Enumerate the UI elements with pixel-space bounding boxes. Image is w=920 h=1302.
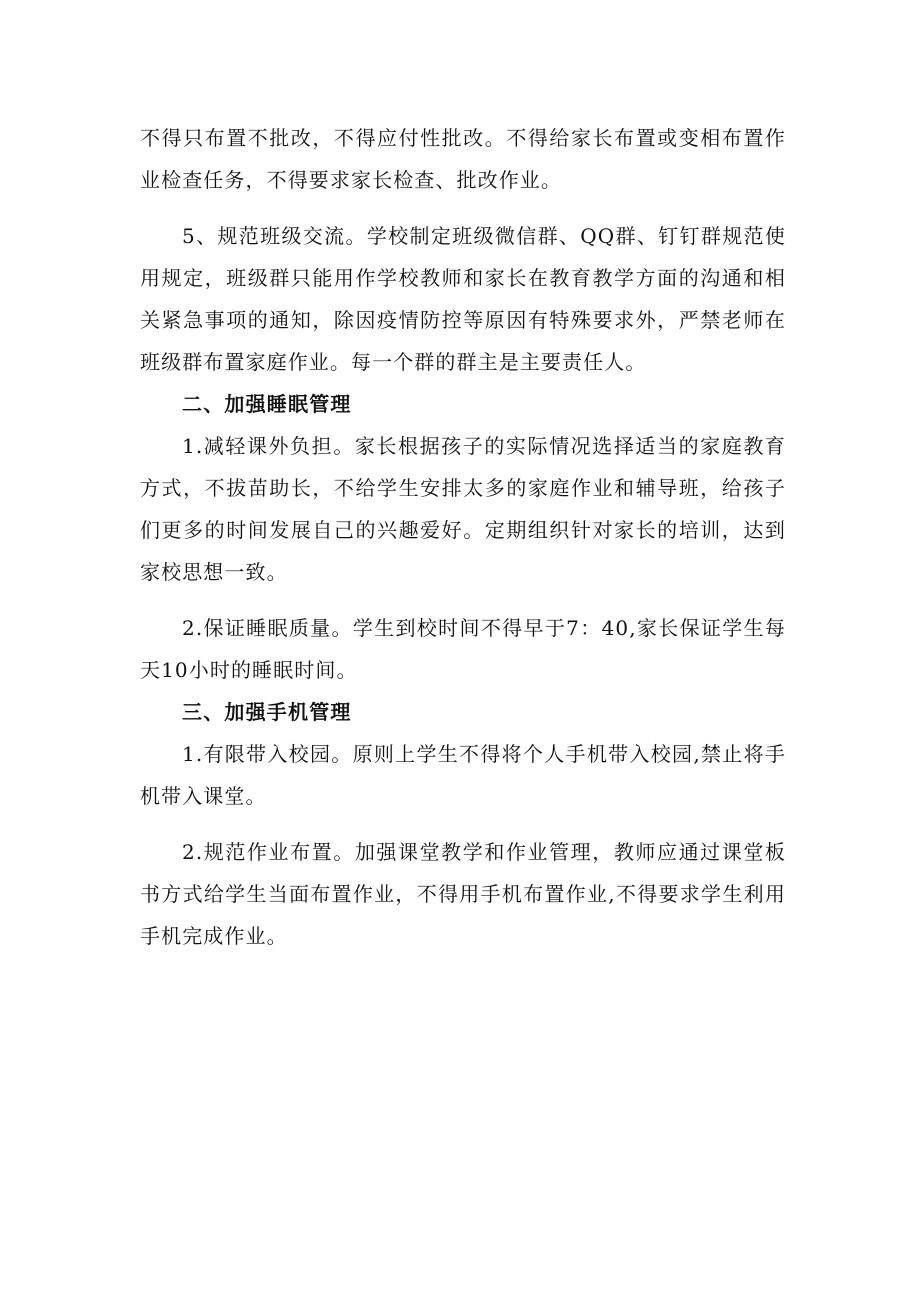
- paragraph-homework-assignment: 2.规范作业布置。加强课堂教学和作业管理，教师应通过课堂板书方式给学生当面布置作业，不得用手机布置作业,不得要求学生利用手机完成作业。: [140, 840, 786, 948]
- paragraph-reduce-burden: 1.减轻课外负担。家长根据孩子的实际情况选择适当的家庭教育方式，不拔苗助长，不给学生安排太多的家庭作业和辅导班，给孩子们更多的时间发展自己的兴趣爱好。定期组织针对家长的培训，达到家校思想一致。: [140, 434, 786, 584]
- paragraph-sleep-quality: 2.保证睡眠质量。学生到校时间不得早于7：40,家长保证学生每天10小时的睡眠时间。: [140, 616, 786, 682]
- paragraph-limited-phone: 1.有限带入校园。原则上学生不得将个人手机带入校园,禁止将手机带入课堂。: [140, 742, 786, 808]
- section-heading-phone: 三、加强手机管理: [182, 700, 352, 724]
- section-heading-sleep: 二、加强睡眠管理: [182, 392, 352, 416]
- document-body: [140, 117, 786, 957]
- paragraph-class-communication: 5、规范班级交流。学校制定班级微信群、QQ群、钉钉群规范使用规定，班级群只能用作学校教师和家长在教育教学方面的沟通和相关紧急事项的通知，除因疫情防控等原因有特殊要求外，严禁老师在班级群布置家庭作业。每一个群的群主是主要责任人。: [140, 224, 786, 374]
- paragraph-homework-correction: 不得只布置不批改，不得应付性批改。不得给家长布置或变相布置作业检查任务，不得要求家长检查、批改作业。: [140, 126, 786, 192]
